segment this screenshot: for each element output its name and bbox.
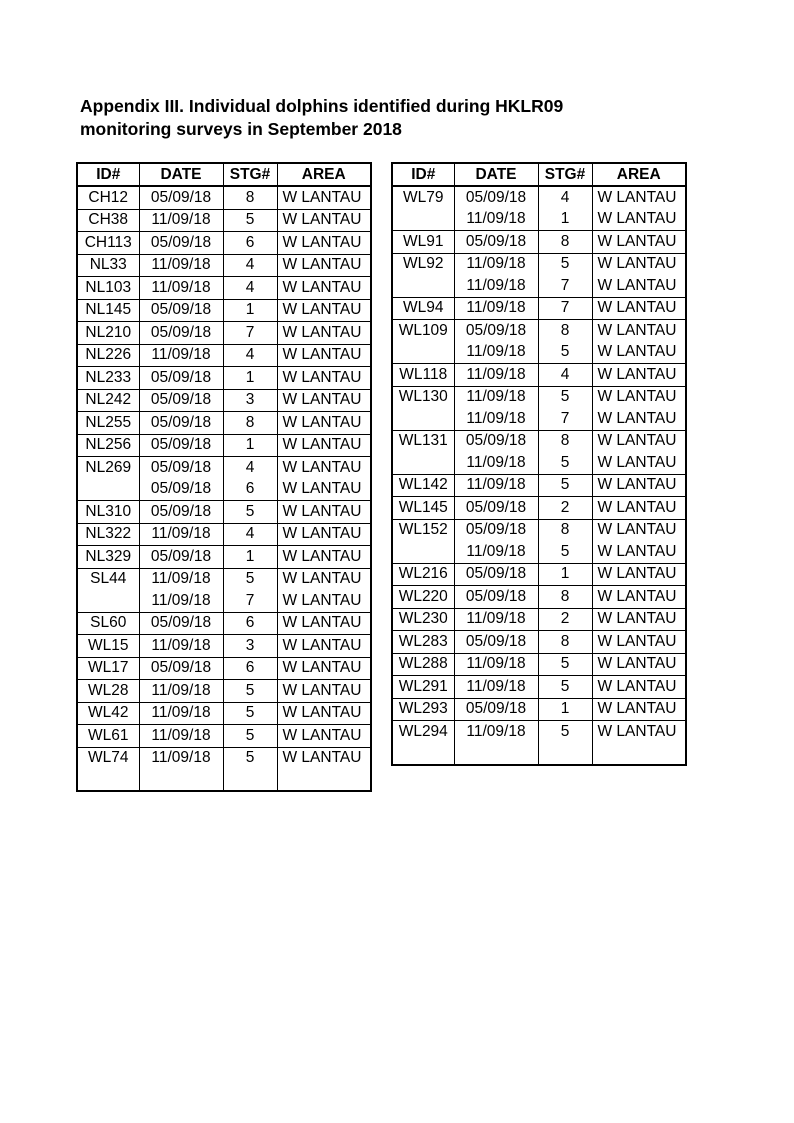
cell-id: WL131 [392,430,454,452]
table-row [77,702,371,725]
cell-stg: 2 [538,497,592,520]
cell-id [392,209,454,231]
cell-stg: 7 [538,275,592,297]
table-row [392,563,686,586]
cell-date: 05/09/18 [139,501,223,524]
cell-area: W LANTAU [592,519,686,541]
cell-area: W LANTAU [592,186,686,209]
table-row [77,344,371,367]
cell-area: W LANTAU [592,721,686,743]
cell-area: W LANTAU [277,232,371,255]
cell-stg: 5 [223,209,277,232]
cell-date: 11/09/18 [454,342,538,364]
cell-id: WL230 [392,608,454,631]
cell-id: WL74 [77,747,139,769]
table-row [77,412,371,435]
cell-id [392,342,454,364]
cell-area: W LANTAU [592,231,686,254]
cell-area: W LANTAU [592,342,686,364]
cell-id: WL152 [392,519,454,541]
table-row [77,322,371,345]
cell-id: WL17 [77,657,139,680]
cell-area: W LANTAU [592,653,686,676]
cell-area: W LANTAU [277,546,371,569]
cell-stg: 2 [538,608,592,631]
cell-id: NL33 [77,254,139,277]
cell-id: WL130 [392,386,454,408]
cell-id [392,452,454,474]
cell-stg: 8 [538,586,592,609]
cell-date: 11/09/18 [139,344,223,367]
table-row [392,386,686,408]
cell-area: W LANTAU [277,209,371,232]
blank-cell [277,769,371,791]
cell-id: CH12 [77,186,139,209]
cell-area: W LANTAU [592,586,686,609]
cell-date: 11/09/18 [454,209,538,231]
cell-id: WL294 [392,721,454,743]
table-row [392,541,686,563]
cell-stg: 1 [223,434,277,457]
cell-date: 11/09/18 [139,277,223,300]
cell-area: W LANTAU [277,412,371,435]
cell-id: NL226 [77,344,139,367]
cell-date: 11/09/18 [454,653,538,676]
cell-id: CH38 [77,209,139,232]
cell-date: 05/09/18 [139,322,223,345]
header-area: AREA [277,163,371,186]
blank-row [77,769,371,791]
cell-id: SL44 [77,568,139,590]
cell-area: W LANTAU [277,322,371,345]
cell-date: 11/09/18 [139,680,223,703]
cell-id: WL94 [392,297,454,320]
table-row [77,635,371,658]
cell-stg: 5 [538,452,592,474]
cell-stg: 5 [223,725,277,748]
table-row [77,457,371,479]
cell-date: 05/09/18 [454,231,538,254]
cell-area: W LANTAU [277,612,371,635]
cell-id: WL42 [77,702,139,725]
cell-id: WL79 [392,186,454,209]
table-row [77,389,371,412]
cell-stg: 8 [223,186,277,209]
cell-area: W LANTAU [277,299,371,322]
cell-id: WL283 [392,631,454,654]
cell-area: W LANTAU [277,657,371,680]
cell-id: WL145 [392,497,454,520]
cell-area: W LANTAU [592,275,686,297]
cell-stg: 1 [223,367,277,390]
cell-date: 11/09/18 [454,452,538,474]
cell-stg: 8 [538,430,592,452]
table-row [77,299,371,322]
cell-stg: 1 [538,563,592,586]
cell-area: W LANTAU [277,186,371,209]
cell-stg: 4 [223,277,277,300]
cell-stg: 8 [223,412,277,435]
table-row [77,186,371,209]
cell-id: NL310 [77,501,139,524]
cell-stg: 6 [223,657,277,680]
table-row [77,747,371,769]
cell-date: 05/09/18 [454,631,538,654]
title-line-1: Appendix III. Individual dolphins identified during HKLR09 [80,96,564,116]
cell-id: WL118 [392,364,454,387]
cell-id: NL233 [77,367,139,390]
cell-id [77,590,139,612]
cell-date: 11/09/18 [139,747,223,769]
table-row [77,725,371,748]
table-row [392,253,686,275]
cell-date: 11/09/18 [454,541,538,563]
cell-area: W LANTAU [277,367,371,390]
table-row [392,631,686,654]
cell-date: 05/09/18 [139,612,223,635]
cell-date: 05/09/18 [139,546,223,569]
cell-area: W LANTAU [277,277,371,300]
cell-area: W LANTAU [277,389,371,412]
cell-date: 05/09/18 [454,563,538,586]
cell-stg: 5 [223,680,277,703]
table-row [77,254,371,277]
cell-stg: 5 [538,541,592,563]
cell-id: WL220 [392,586,454,609]
table-row [392,676,686,699]
blank-cell [223,769,277,791]
cell-date: 05/09/18 [139,412,223,435]
cell-stg: 1 [223,546,277,569]
table-row [392,430,686,452]
table-row [77,568,371,590]
table-row [77,367,371,390]
table-row [77,434,371,457]
cell-stg: 5 [223,702,277,725]
table-row [77,612,371,635]
table-row [392,186,686,209]
cell-date: 11/09/18 [139,209,223,232]
blank-cell [139,769,223,791]
cell-id: NL242 [77,389,139,412]
blank-cell [538,743,592,765]
cell-date: 05/09/18 [139,186,223,209]
cell-area: W LANTAU [592,297,686,320]
cell-stg: 8 [538,231,592,254]
table-row [392,497,686,520]
table-body-right [392,186,686,765]
cell-date: 05/09/18 [454,186,538,209]
cell-id: WL291 [392,676,454,699]
cell-id: WL91 [392,231,454,254]
cell-date: 05/09/18 [139,299,223,322]
cell-date: 11/09/18 [454,474,538,497]
cell-stg: 4 [538,186,592,209]
cell-stg: 5 [538,653,592,676]
cell-date: 11/09/18 [139,725,223,748]
cell-area: W LANTAU [277,680,371,703]
cell-date: 11/09/18 [454,408,538,430]
cell-stg: 3 [223,389,277,412]
cell-area: W LANTAU [592,676,686,699]
cell-stg: 6 [223,479,277,501]
cell-area: W LANTAU [592,631,686,654]
table-row [77,546,371,569]
cell-area: W LANTAU [277,568,371,590]
dolphin-table-left [76,162,372,792]
cell-area: W LANTAU [592,430,686,452]
cell-stg: 5 [223,568,277,590]
cell-area: W LANTAU [592,497,686,520]
cell-area: W LANTAU [592,320,686,342]
title-line-2: monitoring surveys in September 2018 [80,119,402,139]
blank-cell [592,743,686,765]
cell-id: WL92 [392,253,454,275]
cell-id [392,408,454,430]
table-row [392,275,686,297]
cell-area: W LANTAU [592,253,686,275]
table-row [392,608,686,631]
cell-stg: 8 [538,519,592,541]
cell-date: 11/09/18 [139,635,223,658]
table-row [77,209,371,232]
cell-id [392,275,454,297]
page-title [80,95,563,141]
table-row [77,590,371,612]
table-row [77,232,371,255]
cell-stg: 8 [538,631,592,654]
cell-id: SL60 [77,612,139,635]
cell-stg: 7 [538,297,592,320]
cell-id: WL216 [392,563,454,586]
header-stg: STG# [223,163,277,186]
cell-date: 05/09/18 [454,430,538,452]
cell-id: NL329 [77,546,139,569]
cell-stg: 5 [223,501,277,524]
cell-date: 11/09/18 [454,676,538,699]
cell-area: W LANTAU [277,590,371,612]
cell-date: 05/09/18 [139,479,223,501]
header-stg: STG# [538,163,592,186]
cell-area: W LANTAU [277,725,371,748]
table-row [392,231,686,254]
cell-stg: 1 [223,299,277,322]
cell-id: WL28 [77,680,139,703]
cell-id [392,541,454,563]
cell-date: 11/09/18 [139,568,223,590]
cell-area: W LANTAU [592,563,686,586]
cell-date: 11/09/18 [454,297,538,320]
cell-id: NL255 [77,412,139,435]
cell-stg: 3 [223,635,277,658]
cell-date: 05/09/18 [139,389,223,412]
cell-area: W LANTAU [277,523,371,546]
cell-area: W LANTAU [277,747,371,769]
cell-stg: 4 [223,457,277,479]
table-row [392,474,686,497]
cell-area: W LANTAU [592,608,686,631]
cell-stg: 4 [223,344,277,367]
table-row [77,479,371,501]
cell-date: 11/09/18 [139,523,223,546]
cell-date: 05/09/18 [139,367,223,390]
table-row [392,653,686,676]
cell-area: W LANTAU [277,635,371,658]
cell-date: 05/09/18 [139,457,223,479]
cell-id: WL293 [392,698,454,721]
cell-id: WL288 [392,653,454,676]
cell-id: WL61 [77,725,139,748]
table-row [77,523,371,546]
cell-date: 05/09/18 [454,698,538,721]
table-row [77,277,371,300]
cell-stg: 4 [223,254,277,277]
cell-area: W LANTAU [277,501,371,524]
header-id: ID# [392,163,454,186]
cell-area: W LANTAU [277,457,371,479]
cell-date: 11/09/18 [139,254,223,277]
table-row [392,698,686,721]
cell-stg: 7 [223,590,277,612]
cell-date: 11/09/18 [139,702,223,725]
cell-area: W LANTAU [277,479,371,501]
cell-id: NL210 [77,322,139,345]
cell-stg: 1 [538,698,592,721]
table-row [392,586,686,609]
header-area: AREA [592,163,686,186]
table-row [77,657,371,680]
table-row [392,452,686,474]
cell-area: W LANTAU [277,254,371,277]
dolphin-table-right [391,162,687,766]
table-row [392,721,686,743]
cell-stg: 5 [538,474,592,497]
cell-date: 05/09/18 [454,519,538,541]
header-date: DATE [139,163,223,186]
cell-id: WL142 [392,474,454,497]
cell-stg: 5 [538,721,592,743]
table-row [77,680,371,703]
cell-area: W LANTAU [592,209,686,231]
cell-id: WL15 [77,635,139,658]
cell-stg: 5 [538,253,592,275]
cell-id: NL269 [77,457,139,479]
cell-date: 11/09/18 [139,590,223,612]
cell-id: NL103 [77,277,139,300]
cell-stg: 5 [538,386,592,408]
cell-id: NL256 [77,434,139,457]
table-row [392,408,686,430]
cell-id: NL145 [77,299,139,322]
blank-cell [454,743,538,765]
cell-date: 05/09/18 [139,657,223,680]
cell-area: W LANTAU [277,434,371,457]
blank-cell [77,769,139,791]
cell-id [77,479,139,501]
cell-area: W LANTAU [592,364,686,387]
header-row [392,163,686,186]
cell-area: W LANTAU [592,474,686,497]
cell-stg: 1 [538,209,592,231]
table-row [392,320,686,342]
cell-date: 11/09/18 [454,364,538,387]
table-row [392,297,686,320]
cell-date: 05/09/18 [139,434,223,457]
header-date: DATE [454,163,538,186]
blank-cell [392,743,454,765]
cell-date: 05/09/18 [454,586,538,609]
cell-stg: 7 [538,408,592,430]
cell-id: WL109 [392,320,454,342]
cell-id: NL322 [77,523,139,546]
cell-stg: 5 [538,676,592,699]
cell-area: W LANTAU [592,452,686,474]
cell-area: W LANTAU [592,541,686,563]
cell-date: 05/09/18 [139,232,223,255]
cell-area: W LANTAU [277,344,371,367]
cell-date: 11/09/18 [454,275,538,297]
table-body-left [77,186,371,791]
cell-stg: 6 [223,232,277,255]
cell-date: 11/09/18 [454,253,538,275]
cell-stg: 5 [223,747,277,769]
cell-date: 05/09/18 [454,320,538,342]
header-id: ID# [77,163,139,186]
cell-stg: 4 [538,364,592,387]
blank-row [392,743,686,765]
cell-area: W LANTAU [592,698,686,721]
cell-stg: 4 [223,523,277,546]
cell-area: W LANTAU [592,386,686,408]
table-row [392,209,686,231]
cell-date: 05/09/18 [454,497,538,520]
cell-area: W LANTAU [592,408,686,430]
cell-id: CH113 [77,232,139,255]
table-row [392,519,686,541]
table-row [392,342,686,364]
cell-date: 11/09/18 [454,608,538,631]
cell-stg: 5 [538,342,592,364]
cell-stg: 8 [538,320,592,342]
header-row [77,163,371,186]
cell-area: W LANTAU [277,702,371,725]
cell-stg: 7 [223,322,277,345]
cell-date: 11/09/18 [454,386,538,408]
cell-date: 11/09/18 [454,721,538,743]
table-row [392,364,686,387]
cell-stg: 6 [223,612,277,635]
table-row [77,501,371,524]
